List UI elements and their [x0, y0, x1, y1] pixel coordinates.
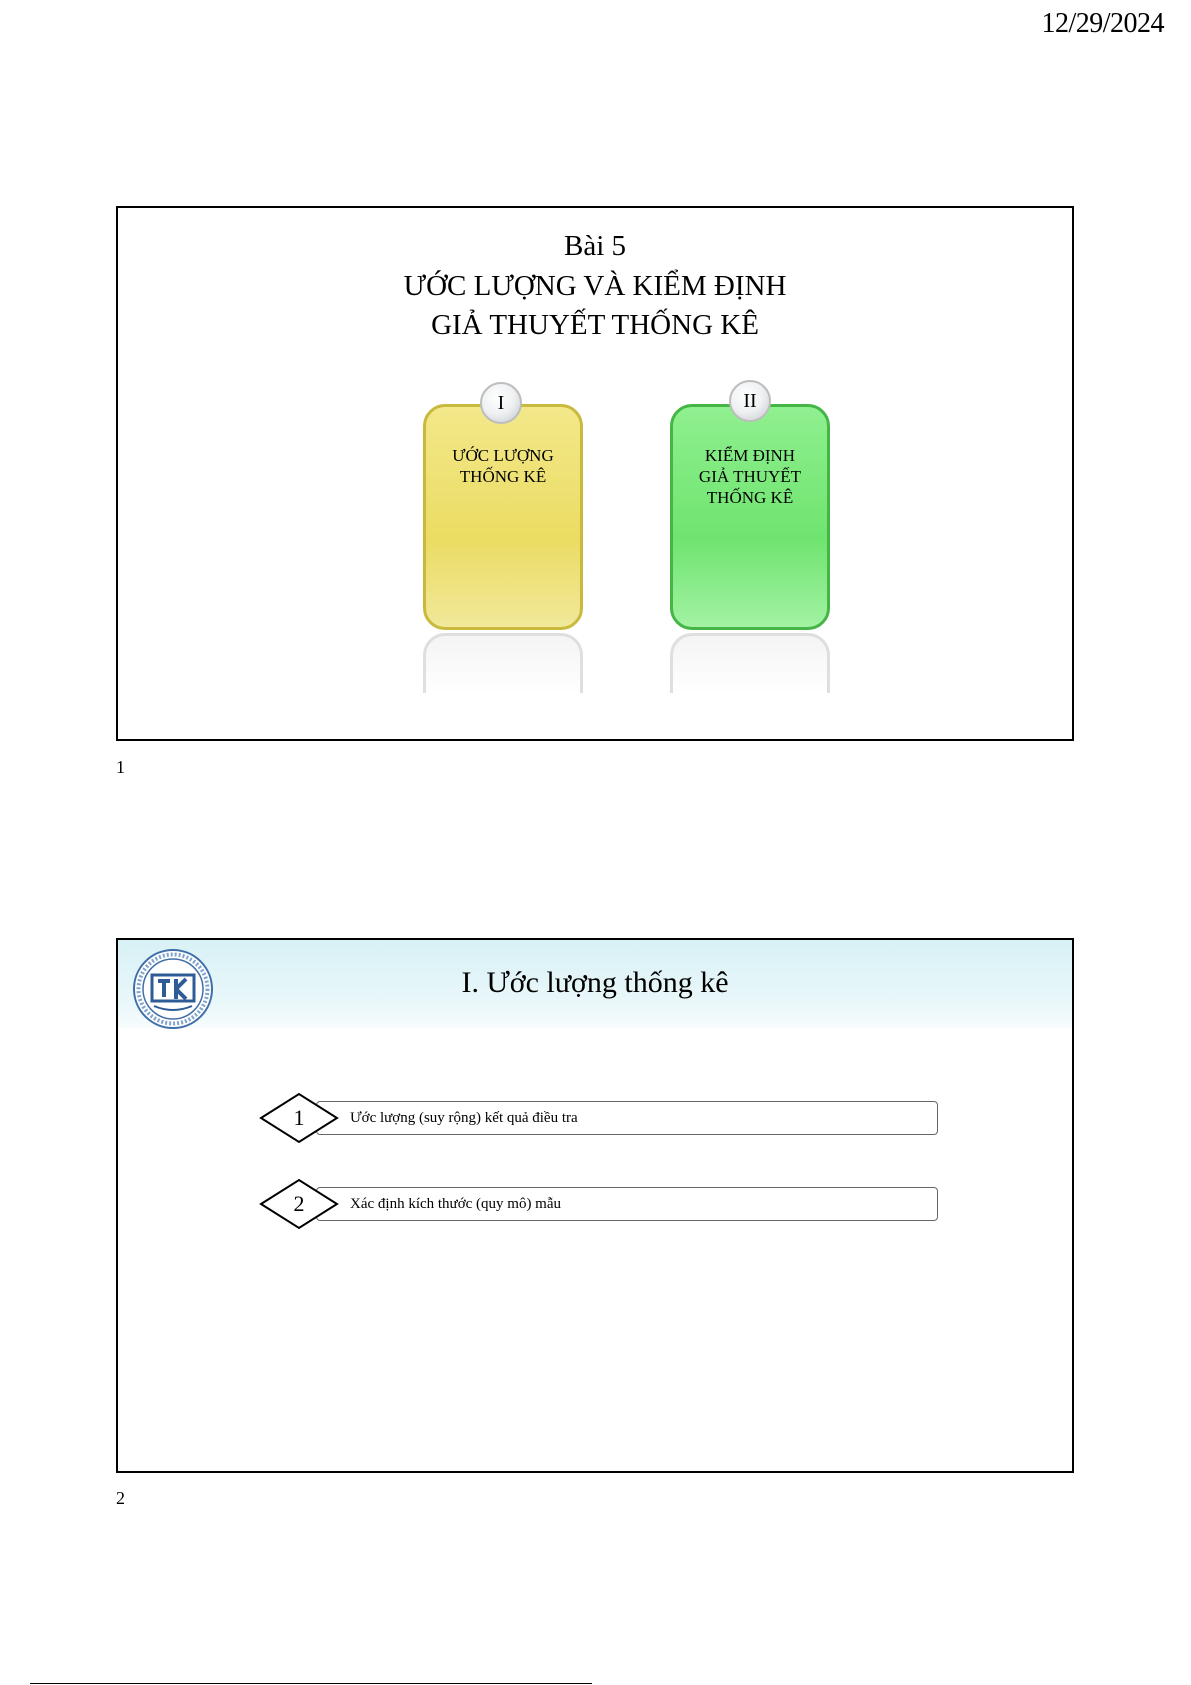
slide-1: [116, 206, 1074, 741]
slide-1-title-line-2: ƯỚC LƯỢNG VÀ KIỂM ĐỊNH: [403, 270, 787, 302]
list-item-number: 1: [293, 1105, 305, 1130]
slide-2: [116, 938, 1074, 1473]
slide-1-title-line-3: GIẢ THUYẾT THỐNG KÊ: [431, 309, 759, 341]
card-hypothesis-testing-text: KIỂM ĐỊNH GIẢ THUYẾT THỐNG KÊ: [698, 446, 802, 507]
list-item-number: 2: [293, 1191, 305, 1216]
card-hypothesis-testing-reflection: [670, 633, 830, 693]
slide-2-page-number: 2: [116, 1488, 125, 1508]
card-hypothesis-testing-badge: II: [729, 380, 771, 422]
card-estimation-text: ƯỚC LƯỢNG THỐNG KÊ: [452, 446, 554, 486]
list-item: [258, 1092, 938, 1138]
slide-1-title-line-1: Bài 5: [563, 230, 627, 262]
list-item: [258, 1178, 938, 1224]
card-hypothesis-testing: [670, 404, 830, 630]
card-estimation-badge: I: [480, 382, 522, 424]
footer-divider: [30, 1683, 592, 1684]
slide-2-title: I. Ước lượng thống kê: [461, 966, 729, 999]
card-estimation: [423, 404, 583, 630]
header-date: 12/29/2024: [1041, 8, 1164, 39]
slide-1-page-number: 1: [116, 757, 125, 777]
card-estimation-reflection: [423, 633, 583, 693]
list-item-label: Xác định kích thước (quy mô) mẫu: [350, 1196, 562, 1212]
list-item-label: Ước lượng (suy rộng) kết quả điều tra: [350, 1110, 578, 1126]
